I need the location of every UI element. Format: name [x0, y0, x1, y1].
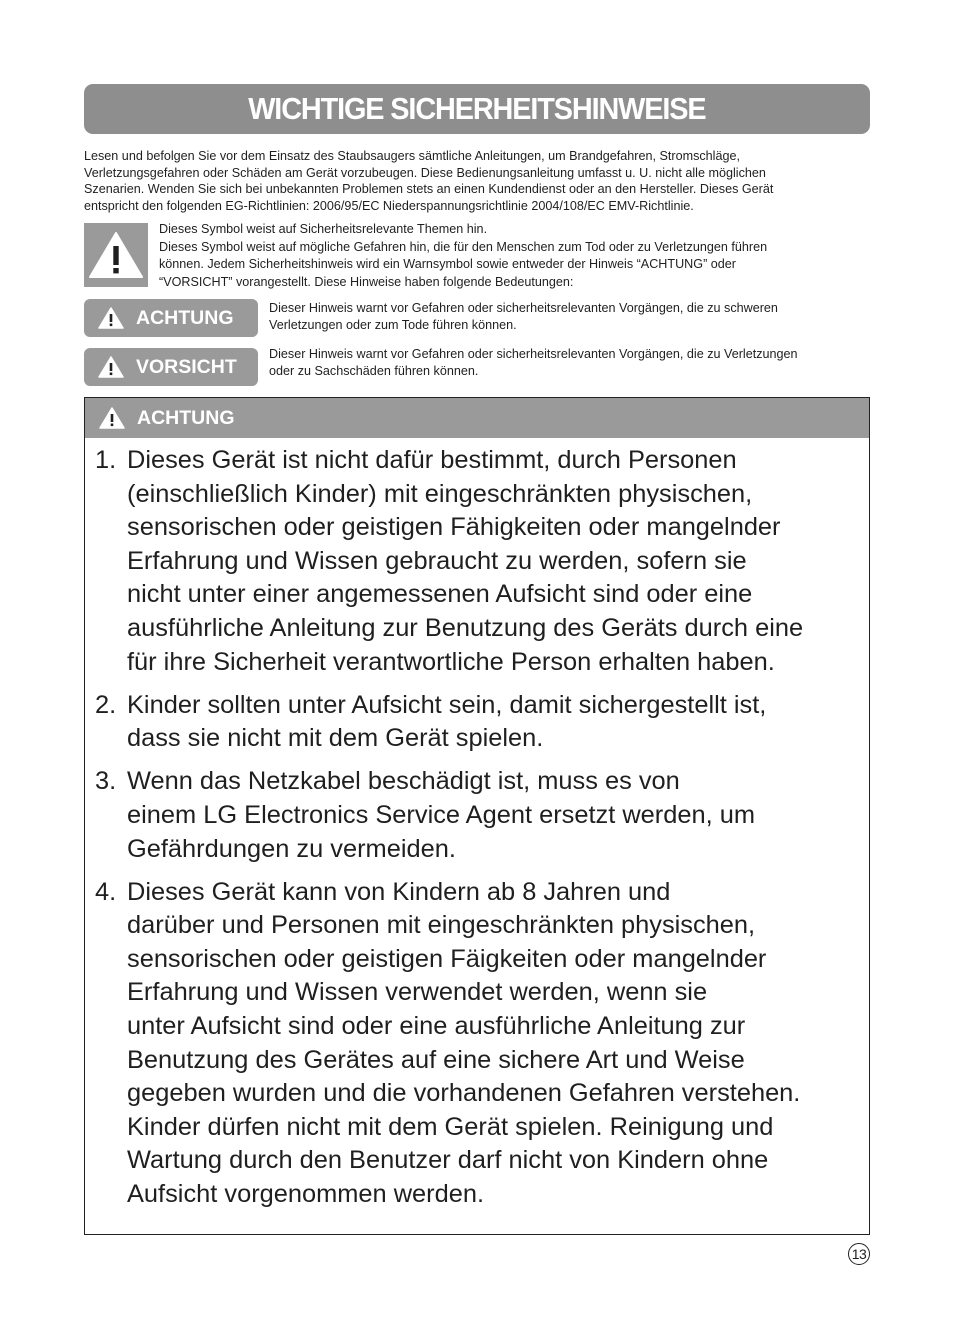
warning-triangle-icon: [99, 407, 125, 429]
list-item-line: Kinder dürfen nicht mit dem Gerät spielen. Reinigung und: [127, 1112, 774, 1141]
symbol-legend-line: Dieses Symbol weist auf mögliche Gefahren hin, die für den Menschen zum Tod oder zu Verletzungen führen: [159, 239, 768, 254]
page-title: WICHTIGE SICHERHEITSHINWEISE: [248, 91, 706, 126]
list-item-number: 1.: [95, 446, 117, 474]
intro-line: Szenarien. Wenden Sie sich bei unbekannten Problemen stets an einen Kundendienst oder an den Hersteller. Dieses Gerät: [84, 182, 774, 196]
list-item-line: sensorischen oder geistigen Fähigkeiten oder mangelnder: [127, 513, 781, 542]
warning-panel: [84, 397, 870, 1235]
symbol-legend-line: können. Jedem Sicherheitshinweis wird ein Warnsymbol sowie entweder der Hinweis “ACHTUNG” oder: [159, 257, 736, 271]
warning-list-item: [95, 444, 865, 679]
warning-triangle-icon: [98, 307, 124, 329]
achtung-description-line: Dieser Hinweis warnt vor Gefahren oder sicherheitsrelevanten Vorgängen, die zu schweren: [269, 301, 778, 315]
list-item-line: Erfahrung und Wissen verwendet werden, wenn sie: [127, 978, 708, 1007]
list-item-text: [127, 876, 865, 1212]
list-item-line: unter Aufsicht sind oder eine ausführliche Anleitung zur: [127, 1012, 746, 1040]
warning-triangle-icon: [88, 230, 144, 280]
list-item-line: Wenn das Netzkabel beschädigt ist, muss es von: [127, 767, 680, 796]
warning-list-item: [95, 765, 865, 866]
list-item-line: Benutzung des Gerätes auf eine sichere Art und Weise: [127, 1045, 745, 1074]
list-item-number: 3.: [95, 767, 117, 796]
list-item-text: [127, 444, 865, 679]
symbol-legend-line: “VORSICHT” vorangestellt. Diese Hinweise haben folgende Bedeutungen:: [159, 274, 574, 289]
warning-panel-header: [85, 398, 869, 438]
intro-line: Lesen und befolgen Sie vor dem Einsatz des Staubsaugers sämtliche Anleitungen, um Brandgefahren, Stromschläge,: [84, 149, 740, 163]
intro-line: entspricht den folgenden EG-Richtlinien: 2006/95/EC Niederspannungsrichtlinie 2004/108/EC EMV-Richtlinie.: [84, 198, 694, 213]
list-item-line: (einschließlich Kinder) mit eingeschränkten physischen,: [127, 479, 753, 508]
symbol-legend-line: Dieses Symbol weist auf Sicherheitsrelevante Themen hin.: [159, 222, 488, 236]
list-item-line: gegeben wurden und die vorhandenen Gefahren verstehen.: [127, 1079, 801, 1108]
list-item-line: nicht unter einer angemessenen Aufsicht sind oder eine: [127, 580, 753, 609]
list-item-line: Kinder sollten unter Aufsicht sein, damit sichergestellt ist,: [127, 690, 767, 719]
list-item-number: 2.: [95, 690, 117, 719]
list-item-line: einem LG Electronics Service Agent ersetzt werden, um: [127, 800, 755, 829]
list-item-line: Dieses Gerät ist nicht dafür bestimmt, durch Personen: [127, 446, 737, 474]
list-item-line: Wartung durch den Benutzer darf nicht von Kindern ohne: [127, 1146, 769, 1175]
intro-line: Verletzungsgefahren oder Schäden am Gerät vorzubeugen. Diese Bedienungsanleitung umfasst u. U. nicht alle möglichen: [84, 165, 766, 180]
title-bar: [84, 84, 870, 134]
page-number: 13: [848, 1243, 870, 1265]
warning-list: [95, 444, 865, 1221]
list-item-line: darüber und Personen mit eingeschränkten physischen,: [127, 911, 756, 940]
symbol-legend-text: [159, 221, 859, 291]
intro-paragraph: [84, 148, 874, 214]
achtung-label-text: ACHTUNG: [136, 306, 234, 329]
warning-triangle-icon: [98, 356, 124, 378]
list-item-line: ausführliche Anleitung zur Benutzung des Geräts durch eine: [127, 613, 804, 642]
achtung-description-line: Verletzungen oder zum Tode führen können.: [269, 317, 517, 332]
achtung-label: [84, 299, 258, 337]
list-item-line: für ihre Sicherheit verantwortliche Person erhalten haben.: [127, 647, 775, 676]
vorsicht-label: [84, 348, 258, 386]
vorsicht-description: [269, 346, 869, 379]
list-item-number: 4.: [95, 877, 117, 906]
list-item-text: [127, 689, 865, 756]
list-item-line: Erfahrung und Wissen gebraucht zu werden, sofern sie: [127, 546, 747, 575]
vorsicht-label-text: VORSICHT: [136, 355, 237, 378]
list-item-line: Aufsicht vorgenommen werden.: [127, 1179, 485, 1208]
list-item-line: Dieses Gerät kann von Kindern ab 8 Jahren und: [127, 877, 671, 906]
achtung-description: [269, 300, 869, 333]
warning-list-item: [95, 876, 865, 1212]
warning-symbol-box: [84, 223, 148, 287]
vorsicht-description-line: Dieser Hinweis warnt vor Gefahren oder sicherheitsrelevanten Vorgängen, die zu Verletzungen: [269, 347, 798, 361]
list-item-line: sensorischen oder geistigen Fäigkeiten oder mangelnder: [127, 944, 767, 973]
list-item-text: [127, 765, 865, 866]
list-item-line: Gefährdungen zu vermeiden.: [127, 834, 456, 863]
list-item-line: dass sie nicht mit dem Gerät spielen.: [127, 724, 544, 753]
warning-panel-heading: ACHTUNG: [137, 406, 235, 429]
vorsicht-description-line: oder zu Sachschäden führen können.: [269, 363, 479, 378]
warning-list-item: [95, 689, 865, 756]
